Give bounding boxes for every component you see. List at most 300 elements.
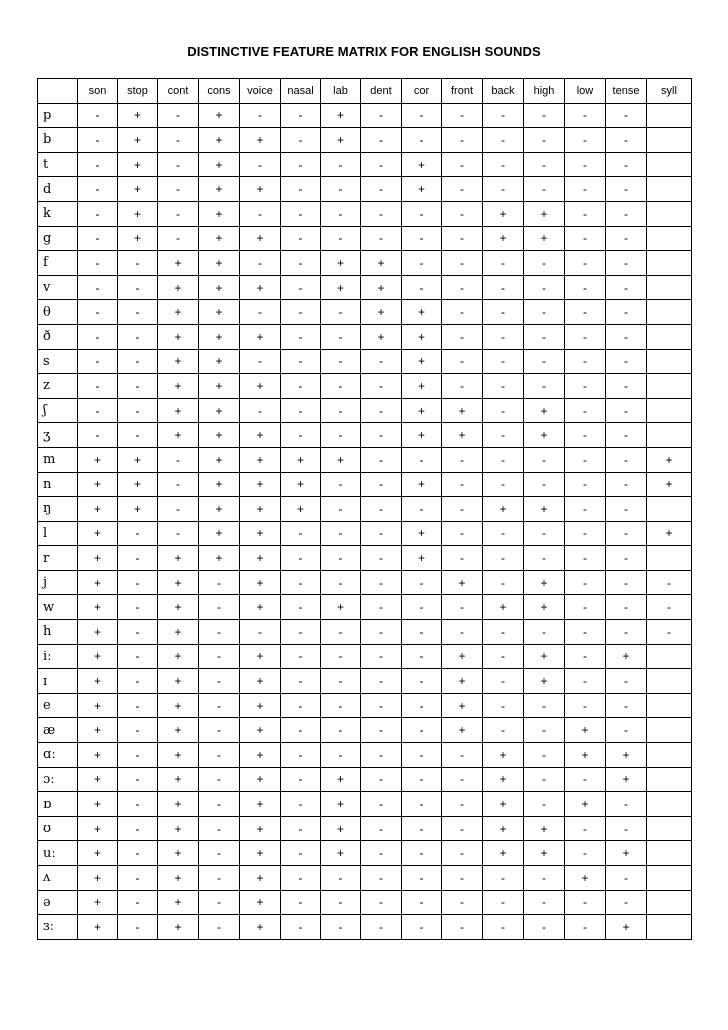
feature-value: - — [281, 915, 321, 940]
feature-value: - — [118, 324, 158, 349]
table-row — [38, 398, 692, 423]
table-row — [38, 226, 692, 251]
feature-value: + — [321, 103, 361, 128]
feature-value: - — [240, 620, 281, 645]
feature-value: - — [118, 251, 158, 276]
feature-value: - — [483, 546, 524, 571]
feature-value: - — [524, 251, 565, 276]
feature-header-dent: dent — [361, 79, 402, 104]
feature-value: - — [483, 866, 524, 891]
feature-value — [647, 890, 692, 915]
feature-value: - — [442, 915, 483, 940]
table-row — [38, 349, 692, 374]
feature-value: - — [281, 423, 321, 448]
table-row — [38, 767, 692, 792]
feature-value: - — [606, 816, 647, 841]
feature-value: - — [199, 570, 240, 595]
feature-value: - — [361, 152, 402, 177]
feature-value: + — [361, 275, 402, 300]
feature-value: + — [158, 743, 199, 768]
feature-value: - — [565, 447, 606, 472]
feature-value: + — [199, 152, 240, 177]
feature-value: - — [240, 201, 281, 226]
feature-value: - — [483, 644, 524, 669]
feature-value: + — [565, 718, 606, 743]
segment-label: f — [38, 251, 78, 276]
feature-value: + — [118, 128, 158, 153]
feature-value: - — [361, 447, 402, 472]
table-row — [38, 644, 692, 669]
feature-value: - — [565, 915, 606, 940]
feature-value: - — [240, 103, 281, 128]
feature-value: - — [118, 398, 158, 423]
feature-value: - — [118, 349, 158, 374]
feature-value: - — [281, 792, 321, 817]
feature-value: + — [240, 767, 281, 792]
feature-value: + — [199, 324, 240, 349]
table-row — [38, 915, 692, 940]
feature-value: + — [240, 595, 281, 620]
feature-value: + — [524, 669, 565, 694]
segment-label: d — [38, 177, 78, 202]
feature-value: - — [361, 546, 402, 571]
feature-value: - — [321, 374, 361, 399]
table-row — [38, 841, 692, 866]
table-row — [38, 103, 692, 128]
feature-value: - — [402, 841, 442, 866]
feature-value: - — [442, 275, 483, 300]
feature-value: - — [606, 669, 647, 694]
feature-value: - — [442, 743, 483, 768]
feature-value: + — [361, 300, 402, 325]
feature-value: - — [321, 201, 361, 226]
feature-value: - — [606, 693, 647, 718]
feature-value: + — [606, 915, 647, 940]
feature-value: + — [118, 497, 158, 522]
segment-label: ʒ — [38, 423, 78, 448]
feature-value: - — [199, 866, 240, 891]
feature-value: - — [442, 447, 483, 472]
feature-value: + — [240, 915, 281, 940]
feature-value: - — [281, 275, 321, 300]
feature-value: - — [524, 718, 565, 743]
segment-label: ŋ — [38, 497, 78, 522]
feature-value: - — [199, 620, 240, 645]
feature-value: - — [647, 570, 692, 595]
feature-value: + — [321, 251, 361, 276]
feature-value: + — [483, 201, 524, 226]
table-row — [38, 718, 692, 743]
feature-header-son: son — [78, 79, 118, 104]
feature-value: - — [402, 201, 442, 226]
feature-value: + — [199, 472, 240, 497]
feature-value: - — [524, 767, 565, 792]
feature-value: - — [442, 226, 483, 251]
corner-cell — [38, 79, 78, 104]
table-row — [38, 595, 692, 620]
feature-value: + — [158, 841, 199, 866]
feature-value: - — [524, 693, 565, 718]
feature-value — [647, 177, 692, 202]
segment-label: s — [38, 349, 78, 374]
feature-value: - — [606, 497, 647, 522]
feature-value: - — [158, 497, 199, 522]
feature-value — [647, 128, 692, 153]
feature-value: - — [158, 152, 199, 177]
feature-value: + — [240, 226, 281, 251]
feature-value: - — [524, 743, 565, 768]
table-row — [38, 447, 692, 472]
feature-value: - — [606, 300, 647, 325]
segment-label: j — [38, 570, 78, 595]
feature-value: + — [78, 497, 118, 522]
segment-label: æ — [38, 718, 78, 743]
feature-value: - — [442, 201, 483, 226]
table-row — [38, 423, 692, 448]
feature-value: - — [281, 890, 321, 915]
table-row — [38, 251, 692, 276]
feature-value: - — [606, 890, 647, 915]
feature-value: + — [158, 644, 199, 669]
feature-value: - — [361, 669, 402, 694]
feature-value: + — [158, 866, 199, 891]
feature-value: + — [199, 447, 240, 472]
feature-value: + — [199, 128, 240, 153]
feature-value: + — [199, 521, 240, 546]
feature-value: - — [321, 866, 361, 891]
feature-value: - — [524, 792, 565, 817]
feature-value: - — [483, 398, 524, 423]
feature-value: - — [281, 743, 321, 768]
feature-value — [647, 152, 692, 177]
feature-value: + — [524, 497, 565, 522]
feature-header-cont: cont — [158, 79, 199, 104]
feature-value: - — [118, 620, 158, 645]
feature-value: - — [606, 718, 647, 743]
feature-value: - — [565, 521, 606, 546]
feature-value: - — [402, 103, 442, 128]
feature-header-front: front — [442, 79, 483, 104]
feature-value: - — [483, 718, 524, 743]
feature-value: - — [281, 374, 321, 399]
feature-value: - — [118, 792, 158, 817]
feature-value: - — [606, 128, 647, 153]
feature-value: - — [483, 177, 524, 202]
feature-value: - — [565, 497, 606, 522]
feature-value: - — [281, 595, 321, 620]
feature-value: + — [158, 816, 199, 841]
feature-value: - — [158, 103, 199, 128]
table-row — [38, 300, 692, 325]
matrix-header — [38, 79, 692, 104]
feature-value: - — [606, 374, 647, 399]
feature-value: - — [199, 743, 240, 768]
feature-value: - — [361, 472, 402, 497]
feature-value: - — [565, 103, 606, 128]
table-row — [38, 497, 692, 522]
feature-value: - — [118, 300, 158, 325]
feature-value: + — [158, 300, 199, 325]
feature-value: - — [78, 423, 118, 448]
segment-label: ɪ — [38, 669, 78, 694]
feature-value — [647, 201, 692, 226]
feature-header-high: high — [524, 79, 565, 104]
feature-value: + — [240, 644, 281, 669]
feature-value — [647, 644, 692, 669]
feature-header-stop: stop — [118, 79, 158, 104]
feature-value: - — [361, 521, 402, 546]
feature-value: + — [483, 767, 524, 792]
feature-value: + — [158, 349, 199, 374]
feature-value: + — [158, 251, 199, 276]
feature-value: - — [321, 620, 361, 645]
feature-value: + — [199, 226, 240, 251]
feature-value: - — [442, 792, 483, 817]
feature-value: - — [524, 128, 565, 153]
feature-value: - — [78, 128, 118, 153]
feature-value — [647, 693, 692, 718]
feature-value: + — [524, 841, 565, 866]
feature-value: - — [118, 644, 158, 669]
feature-value: - — [78, 349, 118, 374]
feature-value: + — [240, 866, 281, 891]
feature-value: - — [524, 915, 565, 940]
feature-value: - — [361, 767, 402, 792]
feature-value: - — [281, 324, 321, 349]
feature-value: - — [118, 423, 158, 448]
feature-value: - — [361, 693, 402, 718]
feature-value: - — [442, 349, 483, 374]
feature-value: + — [240, 324, 281, 349]
feature-value: + — [78, 521, 118, 546]
feature-value: - — [321, 349, 361, 374]
feature-value: - — [402, 497, 442, 522]
feature-value: + — [240, 816, 281, 841]
feature-value: - — [361, 128, 402, 153]
feature-value: + — [524, 570, 565, 595]
feature-value: - — [442, 595, 483, 620]
feature-value: + — [524, 423, 565, 448]
feature-value: - — [442, 497, 483, 522]
segment-label: ð — [38, 324, 78, 349]
segment-label: b — [38, 128, 78, 153]
feature-value: - — [321, 644, 361, 669]
feature-value: + — [442, 644, 483, 669]
feature-value: + — [647, 472, 692, 497]
feature-value: - — [606, 546, 647, 571]
table-row — [38, 693, 692, 718]
feature-value — [647, 300, 692, 325]
segment-label: uː — [38, 841, 78, 866]
segment-label: m — [38, 447, 78, 472]
feature-value: + — [78, 447, 118, 472]
feature-value: + — [240, 128, 281, 153]
table-row — [38, 374, 692, 399]
feature-value: + — [321, 841, 361, 866]
feature-value: - — [565, 472, 606, 497]
feature-value: - — [483, 472, 524, 497]
feature-value: - — [606, 177, 647, 202]
feature-value: - — [442, 300, 483, 325]
feature-value: - — [483, 324, 524, 349]
feature-value: + — [240, 693, 281, 718]
feature-header-cor: cor — [402, 79, 442, 104]
feature-value: - — [606, 201, 647, 226]
feature-value: - — [565, 226, 606, 251]
feature-value: - — [281, 644, 321, 669]
feature-value: - — [361, 841, 402, 866]
feature-value: - — [606, 103, 647, 128]
feature-value — [647, 669, 692, 694]
feature-value: + — [281, 497, 321, 522]
feature-matrix-table — [37, 78, 692, 940]
feature-value: - — [361, 226, 402, 251]
feature-value: - — [199, 644, 240, 669]
feature-value: - — [606, 398, 647, 423]
feature-value: - — [158, 177, 199, 202]
feature-value: - — [361, 890, 402, 915]
feature-value: - — [199, 595, 240, 620]
feature-value: - — [442, 324, 483, 349]
feature-value: + — [158, 398, 199, 423]
feature-value: + — [78, 718, 118, 743]
feature-value: - — [281, 226, 321, 251]
feature-value: + — [240, 570, 281, 595]
feature-header-back: back — [483, 79, 524, 104]
feature-value: + — [524, 644, 565, 669]
feature-value: + — [78, 767, 118, 792]
feature-value — [647, 546, 692, 571]
table-row — [38, 890, 692, 915]
feature-value: + — [158, 792, 199, 817]
feature-value: - — [118, 669, 158, 694]
feature-value: - — [524, 300, 565, 325]
feature-value: + — [78, 693, 118, 718]
segment-label: ɒ — [38, 792, 78, 817]
feature-value: - — [321, 743, 361, 768]
feature-value: - — [361, 423, 402, 448]
feature-value: - — [565, 767, 606, 792]
feature-value: + — [483, 595, 524, 620]
feature-value: - — [118, 374, 158, 399]
feature-value: + — [361, 324, 402, 349]
feature-value: - — [321, 669, 361, 694]
feature-value: - — [281, 349, 321, 374]
feature-value: - — [402, 226, 442, 251]
feature-value: - — [565, 816, 606, 841]
feature-value — [647, 792, 692, 817]
feature-value: - — [565, 275, 606, 300]
feature-value: - — [361, 201, 402, 226]
feature-value: - — [565, 546, 606, 571]
feature-value: + — [199, 497, 240, 522]
feature-value: + — [240, 890, 281, 915]
feature-value: - — [483, 890, 524, 915]
feature-value: - — [402, 743, 442, 768]
feature-value: - — [442, 890, 483, 915]
segment-label: v — [38, 275, 78, 300]
feature-value: - — [281, 570, 321, 595]
feature-value: - — [118, 693, 158, 718]
feature-value: + — [158, 595, 199, 620]
feature-value: - — [565, 300, 606, 325]
feature-value: - — [321, 423, 361, 448]
header-row — [38, 79, 692, 104]
feature-value — [647, 816, 692, 841]
feature-value: - — [78, 275, 118, 300]
feature-value: - — [402, 251, 442, 276]
feature-value: - — [565, 398, 606, 423]
feature-value: - — [483, 349, 524, 374]
feature-header-tense: tense — [606, 79, 647, 104]
feature-value: - — [524, 275, 565, 300]
feature-value: - — [524, 447, 565, 472]
feature-header-low: low — [565, 79, 606, 104]
feature-value: + — [78, 816, 118, 841]
feature-value: - — [118, 890, 158, 915]
feature-value: - — [606, 226, 647, 251]
feature-value: - — [361, 644, 402, 669]
feature-value: + — [321, 792, 361, 817]
feature-value: - — [565, 570, 606, 595]
feature-value: - — [442, 374, 483, 399]
feature-value: - — [483, 275, 524, 300]
feature-value: + — [158, 718, 199, 743]
feature-value: - — [606, 423, 647, 448]
feature-value — [647, 349, 692, 374]
feature-value: - — [565, 423, 606, 448]
table-row — [38, 546, 692, 571]
feature-value: - — [321, 177, 361, 202]
feature-value: - — [78, 374, 118, 399]
feature-value: + — [240, 177, 281, 202]
feature-value: + — [524, 816, 565, 841]
feature-value: - — [361, 497, 402, 522]
feature-value: + — [524, 226, 565, 251]
feature-value: + — [199, 300, 240, 325]
feature-value: + — [606, 841, 647, 866]
feature-value: + — [442, 718, 483, 743]
feature-value: - — [565, 201, 606, 226]
feature-value: - — [524, 103, 565, 128]
feature-value: - — [361, 792, 402, 817]
feature-value: - — [606, 570, 647, 595]
feature-value: + — [158, 693, 199, 718]
feature-value: - — [606, 447, 647, 472]
feature-value: - — [483, 570, 524, 595]
feature-value: - — [442, 103, 483, 128]
segment-label: n — [38, 472, 78, 497]
feature-value — [647, 423, 692, 448]
feature-value: - — [606, 620, 647, 645]
feature-value: - — [321, 718, 361, 743]
feature-value: - — [524, 349, 565, 374]
feature-value: - — [240, 152, 281, 177]
feature-value: - — [524, 324, 565, 349]
feature-value: + — [118, 177, 158, 202]
feature-value: + — [483, 497, 524, 522]
feature-value: + — [78, 890, 118, 915]
feature-value: - — [565, 669, 606, 694]
segment-label: e — [38, 693, 78, 718]
feature-value: + — [158, 620, 199, 645]
feature-value: - — [565, 128, 606, 153]
feature-value: - — [118, 743, 158, 768]
feature-value: + — [78, 841, 118, 866]
feature-value: - — [606, 275, 647, 300]
feature-value: - — [361, 349, 402, 374]
feature-value — [647, 718, 692, 743]
